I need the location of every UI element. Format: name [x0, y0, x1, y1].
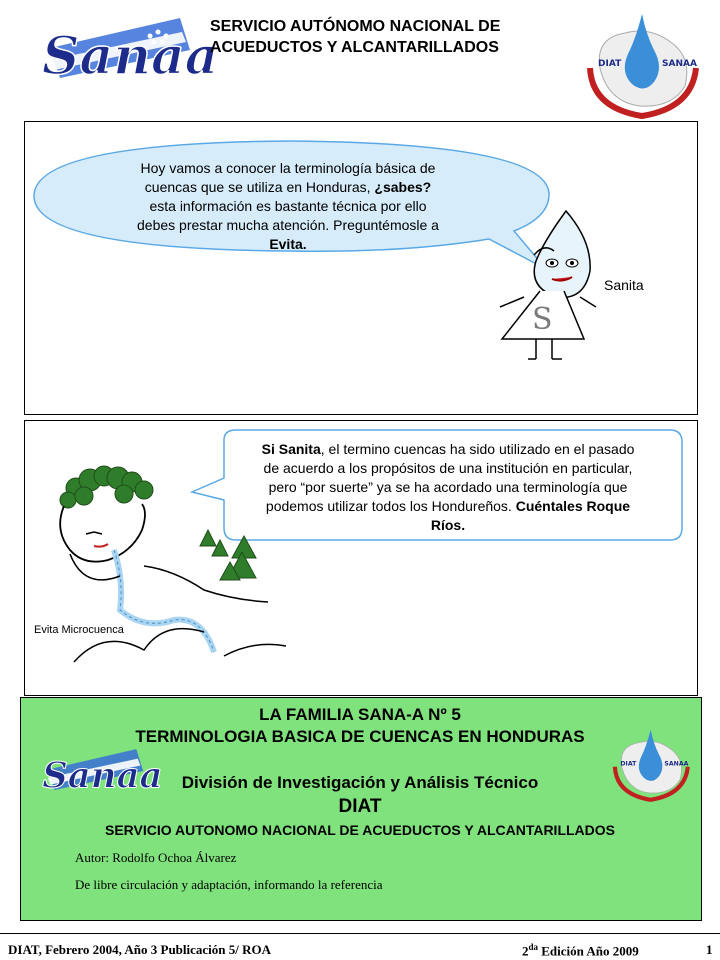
sanita-label: Sanita: [604, 277, 644, 293]
svg-text:Sanaa: Sanaa: [42, 755, 163, 797]
sanaa-logo-text: Sanaa: [42, 26, 219, 87]
page-number: 1: [706, 942, 713, 957]
sanaa-logo: [30, 8, 219, 98]
author-line: Autor: Rodolfo Ochoa Álvarez: [75, 850, 237, 865]
svg-text:S: S: [532, 302, 553, 337]
footer-left: DIAT, Febrero 2004, Año 3 Publicación 5/ ROA: [8, 942, 272, 957]
organization-name: SERVICIO AUTONOMO NACIONAL DE ACUEDUCTOS Y ALCANTARILLADOS: [105, 822, 615, 838]
publication-title: TERMINOLOGIA BASICA DE CUENCAS EN HONDURAS: [135, 727, 585, 746]
division-name: División de Investigación y Análisis Técnico: [181, 773, 539, 792]
evita-label: Evita Microcuenca: [34, 624, 124, 636]
speech-bubble-1-text: Hoy vamos a conocer la terminología básica de cuencas que se utiliza en Honduras, ¿sabes? esta información es bastante técnica por ello debes prestar mucha atención. Preguntémosle a Evita.: [137, 160, 439, 252]
svg-text:SANAA: SANAA: [664, 760, 689, 768]
speech-bubble-2-text: Si Sanita, el termino cuencas ha sido utilizado en el pasado de acuerdo a los propósitos de una institución en particular, pero “por suerte” ya se ha acordado una terminología que podemos utilizar todos los Hondureños. Cuéntales Roque Ríos.: [261, 441, 635, 533]
header-title: [210, 16, 570, 58]
svg-text:SANAA: SANAA: [662, 59, 697, 69]
footer-rule: [0, 933, 720, 934]
footer-edition: $2^{da}$ Edición Año 2009: [522, 942, 639, 959]
header-title-line2: ACUEDUCTOS Y ALCANTARILLADOS: [210, 39, 499, 56]
division-acronym: DIAT: [338, 796, 382, 817]
svg-text:DIAT: DIAT: [598, 59, 622, 69]
header-title-line1: SERVICIO AUTÓNOMO NACIONAL DE: [210, 18, 501, 35]
svg-text:DIAT: DIAT: [620, 760, 637, 768]
series-title: LA FAMILIA SANA-A Nº 5: [259, 705, 461, 724]
circulation-note: De libre circulación y adaptación, informando la referencia: [75, 877, 383, 892]
diat-logo: [580, 8, 705, 120]
